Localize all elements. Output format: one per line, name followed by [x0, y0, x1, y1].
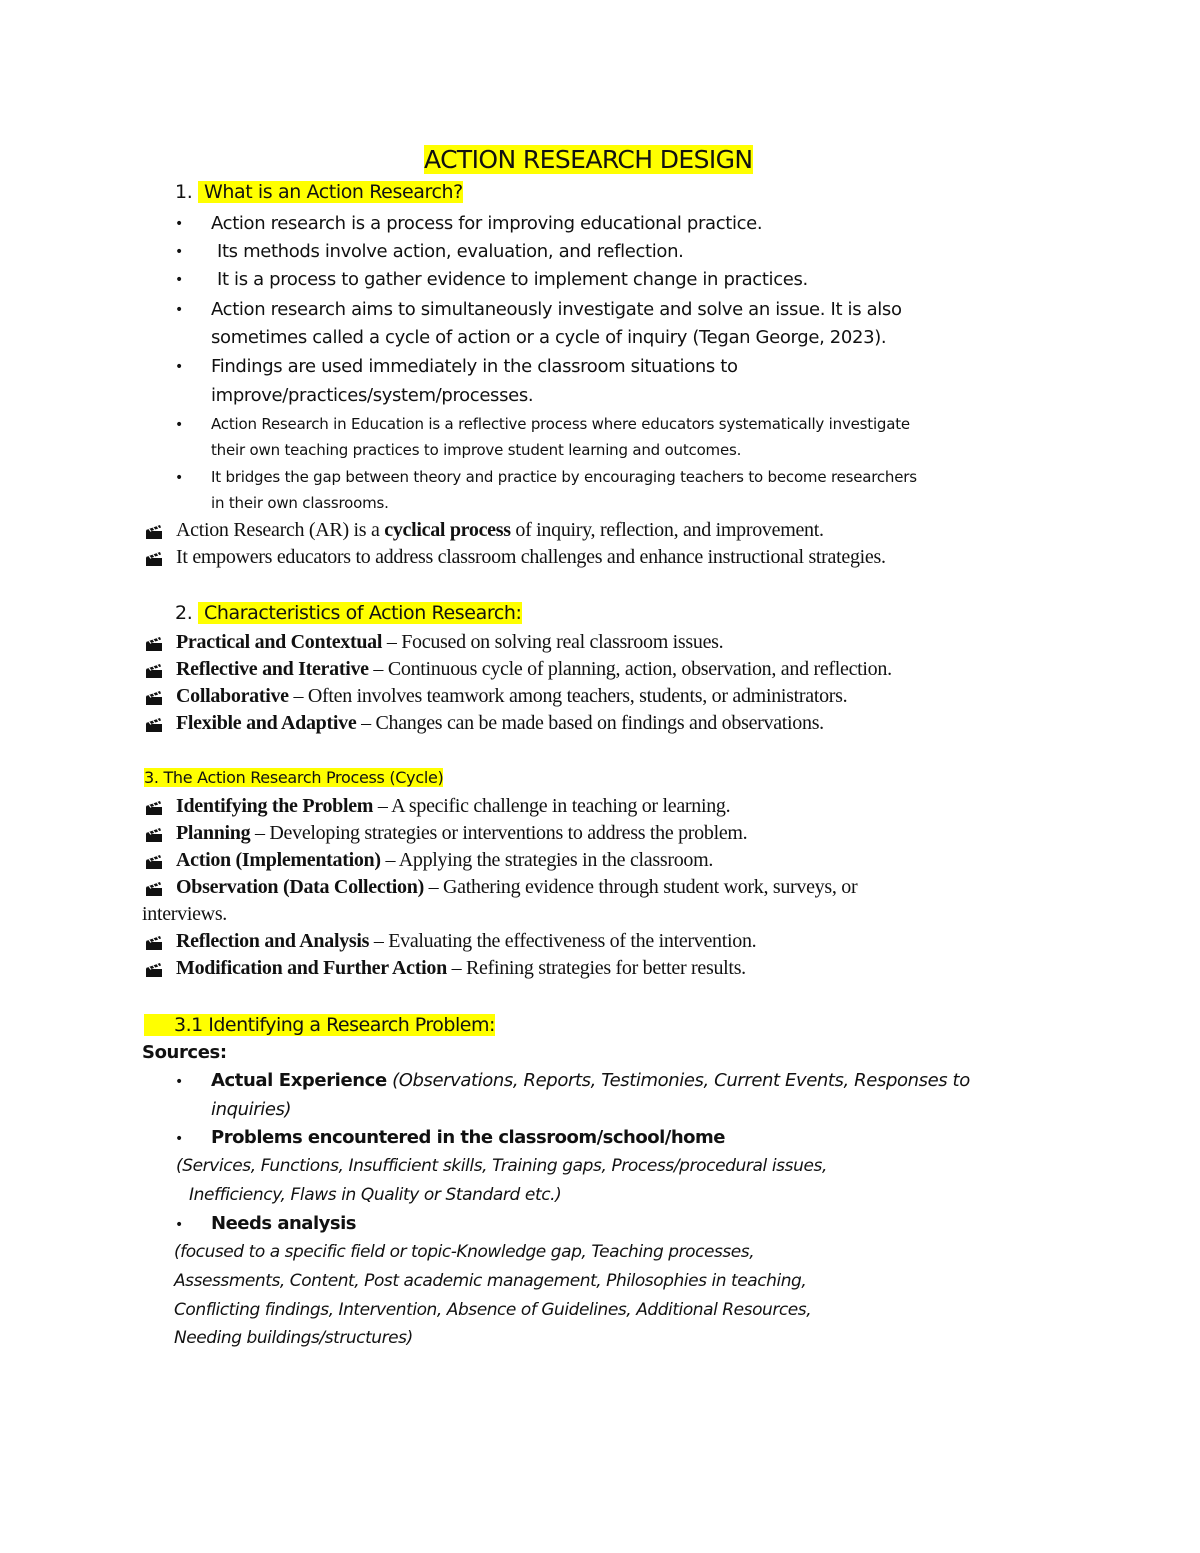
- clapperboard-icon: [145, 800, 163, 816]
- sources-label: Sources:: [142, 1042, 227, 1063]
- clapperboard-icon: [145, 854, 163, 870]
- characteristic-item: Flexible and Adaptive – Changes can be made based on findings and observations.: [176, 712, 824, 734]
- clapperboard-icon: [145, 935, 163, 951]
- process-item: Observation (Data Collection) – Gathering evidence through student work, surveys, or: [176, 876, 858, 898]
- source-item: Actual Experience (Observations, Reports, Testimonies, Current Events, Responses to: [211, 1070, 970, 1091]
- clap-item: It empowers educators to address classroom challenges and enhance instructional strategies.: [176, 546, 886, 568]
- clapperboard-icon: [145, 827, 163, 843]
- clapperboard-icon: [145, 690, 163, 706]
- source-item-continuation: inquiries): [211, 1099, 292, 1120]
- list-item: Findings are used immediately in the classroom situations to: [211, 356, 738, 377]
- process-item: Modification and Further Action – Refining strategies for better results.: [176, 957, 746, 979]
- section-2-number: 2.: [175, 602, 193, 624]
- section-3-heading: 3. The Action Research Process (Cycle): [144, 768, 444, 787]
- process-item: Planning – Developing strategies or interventions to address the problem.: [176, 822, 748, 844]
- section-3-1-heading: 3.1 Identifying a Research Problem:: [144, 1014, 495, 1036]
- bullet-dot-icon: •: [175, 1217, 184, 1233]
- list-item-continuation: improve/practices/system/processes.: [211, 385, 534, 406]
- bullet-dot-icon: •: [175, 470, 184, 486]
- source-item: Problems encountered in the classroom/school/home: [211, 1127, 725, 1148]
- clapperboard-icon: [145, 962, 163, 978]
- section-1-heading: [175, 181, 463, 203]
- list-item-continuation: in their own classrooms.: [211, 494, 389, 512]
- process-item-continuation: interviews.: [142, 903, 228, 925]
- source-item: Needs analysis: [211, 1213, 356, 1234]
- list-item: Its methods involve action, evaluation, and reflection.: [217, 241, 684, 262]
- bullet-dot-icon: •: [175, 244, 184, 260]
- list-item-continuation: their own teaching practices to improve student learning and outcomes.: [211, 441, 742, 459]
- process-item: Reflection and Analysis – Evaluating the effectiveness of the intervention.: [176, 930, 757, 952]
- list-item: Action research aims to simultaneously investigate and solve an issue. It is also: [211, 299, 902, 320]
- clapperboard-icon: [145, 524, 163, 540]
- source-item-detail: Needing buildings/structures): [174, 1328, 413, 1348]
- bullet-dot-icon: •: [175, 417, 184, 433]
- section-1-title: What is an Action Research?: [198, 181, 463, 203]
- source-item-detail: Inefficiency, Flaws in Quality or Standard etc.): [189, 1185, 562, 1205]
- section-2-heading: [175, 602, 522, 624]
- section-2-title: Characteristics of Action Research:: [198, 602, 522, 624]
- characteristic-item: Reflective and Iterative – Continuous cycle of planning, action, observation, and reflection.: [176, 658, 892, 680]
- section-1-number: 1.: [175, 181, 193, 203]
- list-item: It is a process to gather evidence to implement change in practices.: [217, 269, 808, 290]
- list-item: Action Research in Education is a reflective process where educators systematically investigate: [211, 415, 910, 433]
- source-item-detail: Conflicting findings, Intervention, Absence of Guidelines, Additional Resources,: [174, 1300, 812, 1320]
- source-item-detail: Assessments, Content, Post academic management, Philosophies in teaching,: [174, 1271, 807, 1291]
- list-item: Action research is a process for improving educational practice.: [211, 213, 763, 234]
- clapperboard-icon: [145, 663, 163, 679]
- list-item: It bridges the gap between theory and practice by encouraging teachers to become researchers: [211, 468, 917, 486]
- process-item: Identifying the Problem – A specific challenge in teaching or learning.: [176, 795, 731, 817]
- bullet-dot-icon: •: [175, 359, 184, 375]
- bullet-dot-icon: •: [175, 1131, 184, 1147]
- list-item-continuation: sometimes called a cycle of action or a cycle of inquiry (Tegan George, 2023).: [211, 327, 887, 348]
- clapperboard-icon: [145, 881, 163, 897]
- bullet-dot-icon: •: [175, 272, 184, 288]
- characteristic-item: Practical and Contextual – Focused on solving real classroom issues.: [176, 631, 724, 653]
- source-item-detail: (Services, Functions, Insufficient skills, Training gaps, Process/procedural issues,: [176, 1156, 827, 1176]
- characteristic-item: Collaborative – Often involves teamwork among teachers, students, or administrators.: [176, 685, 848, 707]
- clapperboard-icon: [145, 551, 163, 567]
- bullet-dot-icon: •: [175, 216, 184, 232]
- page-title: ACTION RESEARCH DESIGN: [424, 145, 753, 174]
- clapperboard-icon: [145, 636, 163, 652]
- bullet-dot-icon: •: [175, 302, 184, 318]
- clap-item: Action Research (AR) is a cyclical process of inquiry, reflection, and improvement.: [176, 519, 824, 541]
- process-item: Action (Implementation) – Applying the strategies in the classroom.: [176, 849, 714, 871]
- bullet-dot-icon: •: [175, 1074, 184, 1090]
- clapperboard-icon: [145, 717, 163, 733]
- source-item-detail: (focused to a specific field or topic-Knowledge gap, Teaching processes,: [174, 1242, 755, 1262]
